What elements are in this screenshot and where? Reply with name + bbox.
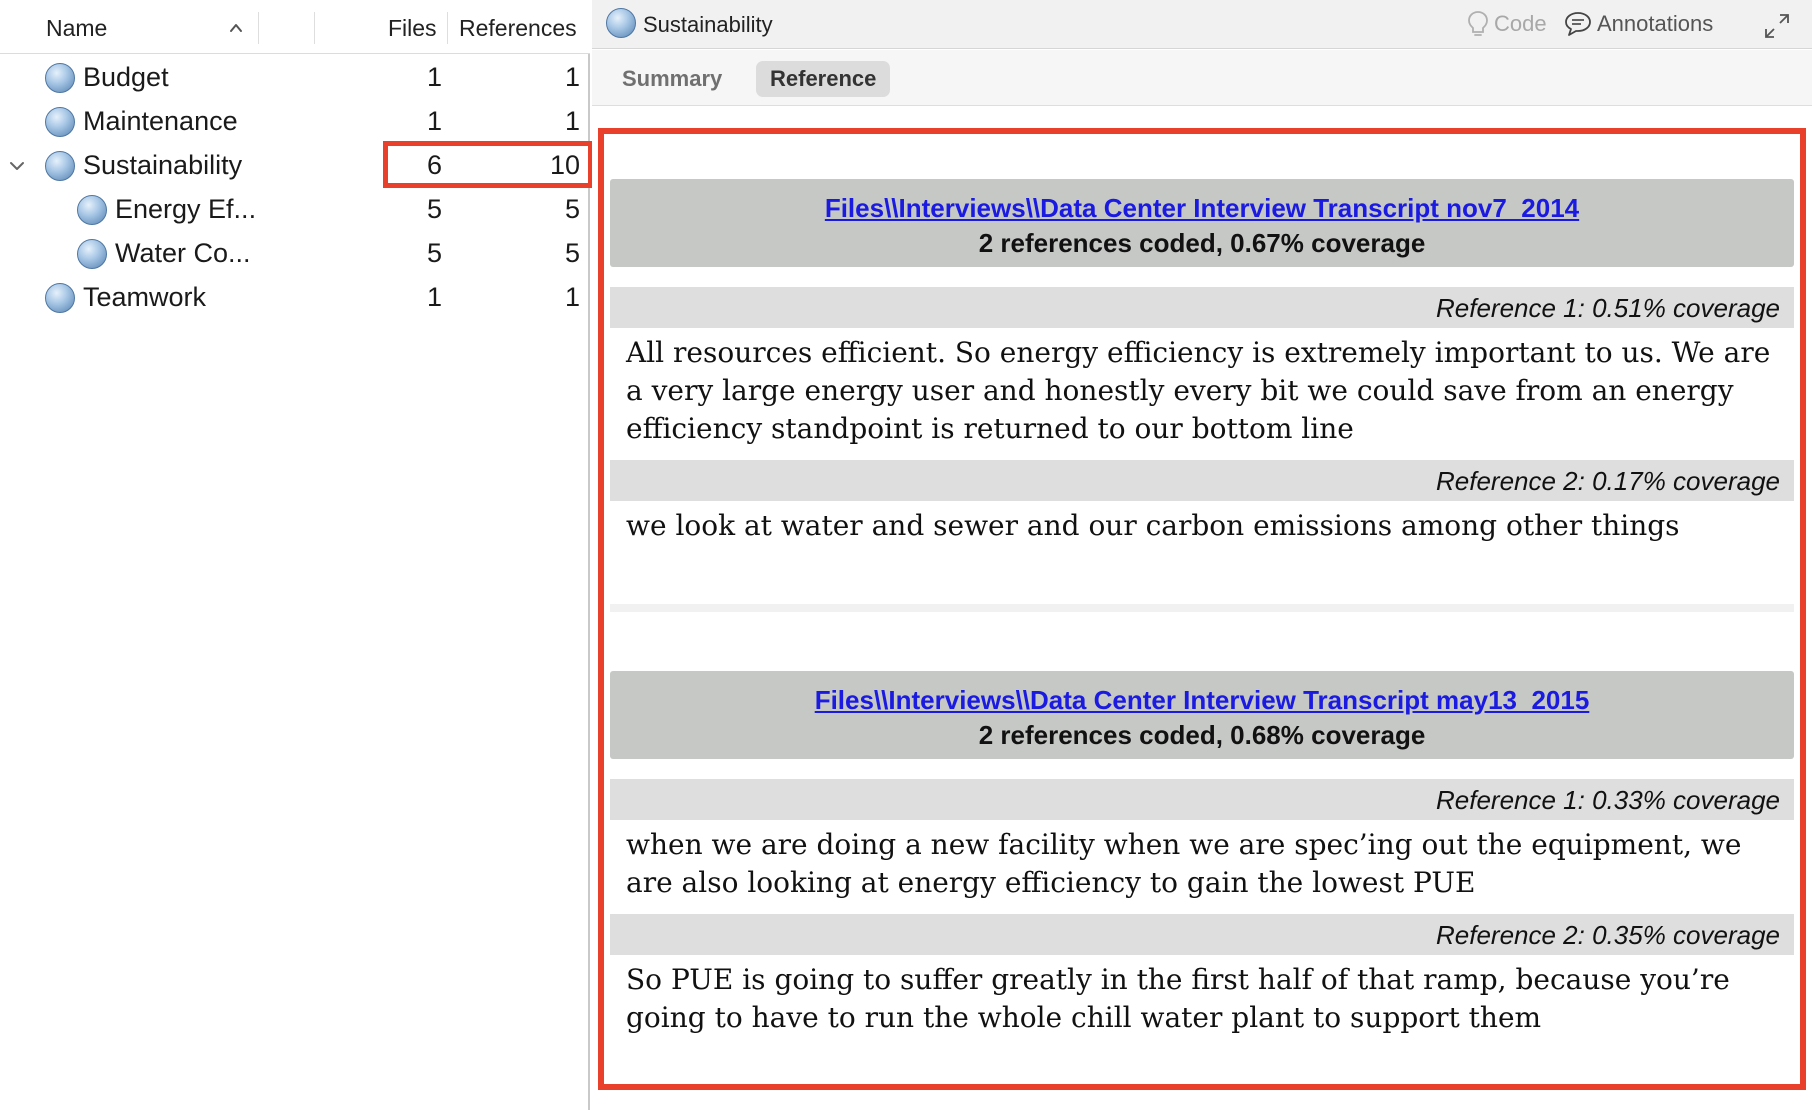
detail-tab-bar [592, 50, 1812, 106]
code-node-icon [77, 195, 107, 225]
reference-content-highlight [598, 128, 1806, 1090]
code-button[interactable] [1466, 8, 1547, 40]
tree-row-references: 5 [564, 194, 580, 224]
tree-row-budget[interactable] [0, 55, 590, 99]
file-header [610, 671, 1794, 759]
detail-title: Sustainability [643, 12, 773, 37]
code-node-icon [45, 283, 75, 313]
annotations-button[interactable] [1563, 8, 1713, 40]
file-reference-block [610, 671, 1794, 1049]
annotations-button-label: Annotations [1597, 11, 1714, 36]
column-header-files[interactable]: Files [388, 15, 437, 41]
code-button-label: Code [1494, 11, 1547, 36]
code-node-icon [45, 107, 75, 137]
tree-row-label: Budget [83, 62, 169, 92]
tree-row-files: 5 [426, 238, 442, 268]
tree-row-teamwork[interactable] [0, 275, 590, 319]
code-node-icon [45, 151, 75, 181]
tree-row-energy-efficiency[interactable] [0, 187, 590, 231]
column-separator[interactable] [258, 12, 259, 44]
code-node-icon [606, 8, 636, 38]
tree-row-files: 1 [426, 62, 442, 92]
chevron-down-icon[interactable] [8, 157, 26, 175]
tab-reference[interactable]: Reference [756, 61, 890, 97]
column-separator[interactable] [447, 12, 448, 44]
column-header-name[interactable]: Name [46, 15, 108, 41]
detail-title-bar [592, 0, 1812, 49]
tree-row-files: 6 [426, 150, 442, 180]
codes-tree-pane [0, 0, 590, 1110]
tree-row-references: 5 [564, 238, 580, 268]
highlight-box-counts [383, 141, 593, 188]
file-coverage-summary: 2 references coded, 0.68% coverage [978, 720, 1426, 750]
file-coverage-summary: 2 references coded, 0.67% coverage [978, 228, 1426, 258]
tree-row-references: 1 [564, 62, 580, 92]
sort-ascending-icon[interactable] [228, 20, 244, 36]
reference-text: when we are doing a new facility when we are spec’ing out the equipment, we are also looking at energy efficiency to gain the lowest PUE [626, 828, 1742, 899]
code-node-icon [77, 239, 107, 269]
tree-row-maintenance[interactable] [0, 99, 590, 143]
tree-row-files: 5 [426, 194, 442, 224]
tree-row-files: 1 [426, 282, 442, 312]
file-link[interactable]: Files\\Interviews\\Data Center Interview Transcript may13_2015 [814, 685, 1590, 715]
file-link[interactable]: Files\\Interviews\\Data Center Interview Transcript nov7_2014 [824, 193, 1580, 223]
reference-text: we look at water and sewer and our carbon emissions among other things [626, 509, 1680, 542]
tree-row-label: Teamwork [83, 282, 207, 312]
expand-icon[interactable] [1762, 11, 1792, 41]
tree-row-water-conservation[interactable] [0, 231, 590, 275]
file-reference-block [610, 179, 1794, 557]
detail-pane [592, 0, 1812, 1110]
reference-header: Reference 2: 0.35% coverage [610, 914, 1794, 955]
tree-row-label: Energy Ef... [115, 194, 257, 224]
tree-row-label: Sustainability [83, 150, 243, 180]
tree-row-label: Maintenance [83, 106, 238, 136]
tree-row-label: Water Co... [115, 238, 251, 268]
tree-column-header [0, 0, 590, 54]
reference-header: Reference 1: 0.51% coverage [610, 287, 1794, 328]
reference-header: Reference 1: 0.33% coverage [610, 779, 1794, 820]
reference-text: All resources efficient. So energy efficiency is extremely important to us. We are a very large energy user and honestly every bit we could save from an energy efficiency standpoint is returned to our bottom line [626, 336, 1771, 445]
reference-text: So PUE is going to suffer greatly in the first half of that ramp, because you’re going to have to run the whole chill water plant to support them [626, 963, 1730, 1034]
reference-header: Reference 2: 0.17% coverage [610, 460, 1794, 501]
file-header [610, 179, 1794, 267]
tree-row-references: 1 [564, 282, 580, 312]
lightbulb-icon [1466, 10, 1490, 38]
tree-row-references: 1 [564, 106, 580, 136]
tree-row-references: 10 [549, 150, 580, 180]
tab-summary[interactable]: Summary [622, 66, 723, 91]
column-header-references[interactable]: References [459, 15, 577, 41]
column-separator[interactable] [314, 12, 315, 44]
file-block-separator [610, 604, 1794, 612]
code-node-icon [45, 63, 75, 93]
tree-row-files: 1 [426, 106, 442, 136]
speech-bubble-icon [1563, 10, 1593, 38]
